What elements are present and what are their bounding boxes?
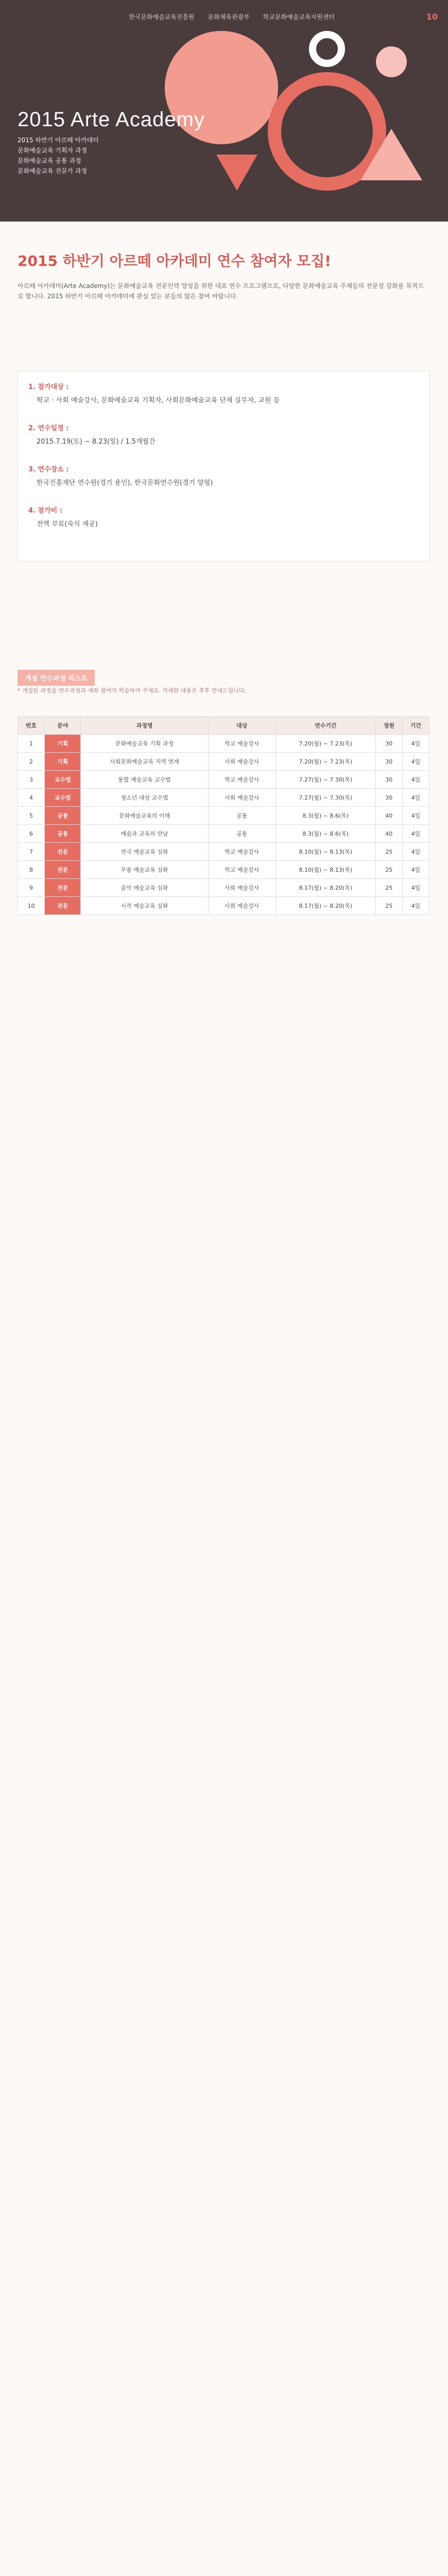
col-header: 번호 bbox=[18, 717, 45, 735]
table-cell: 30 bbox=[375, 789, 402, 807]
hero-subtitle bbox=[18, 135, 203, 176]
table-cell: 사회문화예술교육 지역 연계 bbox=[81, 753, 208, 771]
table-row bbox=[18, 843, 429, 861]
deco-triangle bbox=[360, 129, 422, 180]
logo-kaces: 한국문화예술교육진흥원 bbox=[129, 13, 195, 21]
table-cell: 4일 bbox=[402, 825, 429, 843]
table-cell: 4일 bbox=[402, 753, 429, 771]
table-cell: 사회 예술강사 bbox=[208, 753, 275, 771]
table-cell: 4일 bbox=[402, 861, 429, 879]
table-cell: 3 bbox=[18, 771, 45, 789]
table-cell: 8.3(월) ~ 8.6(목) bbox=[275, 825, 375, 843]
table-cell: 전문 bbox=[45, 843, 81, 861]
info-item bbox=[28, 504, 419, 531]
table-cell: 4일 bbox=[402, 807, 429, 825]
table-cell: 공통 bbox=[208, 825, 275, 843]
table-cell: 사회 예술강사 bbox=[208, 789, 275, 807]
table-cell: 연극 예술교육 심화 bbox=[81, 843, 208, 861]
info-value: 2015.7.19(토) ~ 8.23(일) / 1.5개월간 bbox=[37, 438, 156, 446]
subtitle-line: 문화예술교육 공통 과정 bbox=[18, 157, 81, 164]
table-header-row bbox=[18, 717, 429, 735]
table-cell: 문화예술교육의 이해 bbox=[81, 807, 208, 825]
table-cell: 학교 예술강사 bbox=[208, 843, 275, 861]
col-header: 기간 bbox=[402, 717, 429, 735]
table-cell: 학교 예술강사 bbox=[208, 771, 275, 789]
table-cell: 7 bbox=[18, 843, 45, 861]
table-cell: 기획 bbox=[45, 735, 81, 753]
table-cell: 30 bbox=[375, 735, 402, 753]
table-cell: 1 bbox=[18, 735, 45, 753]
table-cell: 8 bbox=[18, 861, 45, 879]
table-cell: 문화예술교육 기획 과정 bbox=[81, 735, 208, 753]
col-header: 과정명 bbox=[81, 717, 208, 735]
deco-circle-small bbox=[376, 46, 407, 77]
table-cell: 9 bbox=[18, 879, 45, 897]
table-cell: 8.10(월) ~ 8.13(목) bbox=[275, 843, 375, 861]
table-cell: 사회 예술강사 bbox=[208, 897, 275, 915]
table-cell: 30 bbox=[375, 753, 402, 771]
table-cell: 공통 bbox=[45, 825, 81, 843]
table-cell: 8.3(월) ~ 8.6(목) bbox=[275, 807, 375, 825]
table-cell: 전문 bbox=[45, 879, 81, 897]
table-row bbox=[18, 825, 429, 843]
table-cell: 25 bbox=[375, 879, 402, 897]
table-row bbox=[18, 771, 429, 789]
table-cell: 4일 bbox=[402, 789, 429, 807]
table-cell: 학교 예술강사 bbox=[208, 861, 275, 879]
table-cell: 40 bbox=[375, 825, 402, 843]
main-headline: 2015 하반기 아르떼 아카데미 연수 참여자 모집! bbox=[18, 252, 332, 269]
table-cell: 8.10(월) ~ 8.13(목) bbox=[275, 861, 375, 879]
table-row bbox=[18, 861, 429, 879]
table-cell: 6 bbox=[18, 825, 45, 843]
table-cell: 전문 bbox=[45, 897, 81, 915]
table-cell: 5 bbox=[18, 807, 45, 825]
table-cell: 4일 bbox=[402, 879, 429, 897]
col-header: 분야 bbox=[45, 717, 81, 735]
table-row bbox=[18, 879, 429, 897]
table-row bbox=[18, 807, 429, 825]
info-label: 1. 참가대상 : bbox=[28, 383, 69, 391]
table-cell: 7.27(월) ~ 7.30(목) bbox=[275, 771, 375, 789]
table-cell: 공통 bbox=[208, 807, 275, 825]
table-cell: 7.27(월) ~ 7.30(목) bbox=[275, 789, 375, 807]
info-item bbox=[28, 381, 419, 408]
table-cell: 통합 예술교육 교수법 bbox=[81, 771, 208, 789]
table-cell: 8.17(월) ~ 8.20(목) bbox=[275, 897, 375, 915]
table-cell: 30 bbox=[375, 771, 402, 789]
info-value: 학교 · 사회 예술강사, 문화예술교육 기획자, 사회문화예술교육 단체 실무자, 교원 등 bbox=[37, 397, 280, 404]
table-cell: 10 bbox=[18, 897, 45, 915]
section-note: * 개설된 과정을 연수과정과 계좌 참여자 학습하여 주세요. 자세한 내용은 추후 안내드립니다. bbox=[18, 687, 247, 694]
info-box bbox=[18, 371, 429, 562]
logo-bar bbox=[129, 6, 438, 27]
table-cell: 7.20(월) ~ 7.23(목) bbox=[275, 753, 375, 771]
table-cell: 전문 bbox=[45, 861, 81, 879]
table-cell: 학교 예술강사 bbox=[208, 735, 275, 753]
logo-center: 학교문화예술교육지원센터 bbox=[263, 13, 335, 21]
table-cell: 교수법 bbox=[45, 789, 81, 807]
table-cell: 4일 bbox=[402, 897, 429, 915]
subtitle-line: 문화예술교육 전문가 과정 bbox=[18, 167, 88, 175]
section-tag-courses: 개설 연수과정 리스트 bbox=[18, 670, 95, 686]
table-cell: 4일 bbox=[402, 771, 429, 789]
table-cell: 25 bbox=[375, 897, 402, 915]
table-cell: 25 bbox=[375, 861, 402, 879]
table-row bbox=[18, 735, 429, 753]
table-cell: 교수법 bbox=[45, 771, 81, 789]
table-cell: 2 bbox=[18, 753, 45, 771]
info-value: 전액 무료(숙식 제공) bbox=[37, 520, 98, 528]
subtitle-line: 문화예술교육 기획자 과정 bbox=[18, 147, 88, 154]
hero-title: 2015 Arte Academy bbox=[18, 108, 205, 131]
info-label: 2. 연수일정 : bbox=[28, 425, 69, 432]
table-cell: 40 bbox=[375, 807, 402, 825]
lead-paragraph: 아르떼 아카데미(Arte Academy)는 문화예술교육 전문인력 양성을 위한 대표 연수 프로그램으로, 다양한 문화예술교육 주체들의 전문성 강화를 목적으로 합니다. 2015 하반기 아르떼 아카데미에 관심 있는 분들의 많은 참여 바랍니다. bbox=[18, 282, 424, 300]
table-cell: 무용 예술교육 심화 bbox=[81, 861, 208, 879]
col-header: 대상 bbox=[208, 717, 275, 735]
logo-mcst: 문화체육관광부 bbox=[208, 13, 250, 21]
info-item bbox=[28, 463, 419, 490]
col-header: 연수기간 bbox=[275, 717, 375, 735]
table-cell: 예술과 교육의 만남 bbox=[81, 825, 208, 843]
table-body bbox=[18, 735, 429, 915]
table-row bbox=[18, 789, 429, 807]
table-cell: 4일 bbox=[402, 843, 429, 861]
table-cell: 4 bbox=[18, 789, 45, 807]
table-cell: 4일 bbox=[402, 735, 429, 753]
table-cell: 기획 bbox=[45, 753, 81, 771]
table-cell: 음악 예술교육 심화 bbox=[81, 879, 208, 897]
info-label: 3. 연수장소 : bbox=[28, 466, 69, 473]
table-cell: 공통 bbox=[45, 807, 81, 825]
table-cell: 청소년 대상 교수법 bbox=[81, 789, 208, 807]
table-cell: 8.17(월) ~ 8.20(목) bbox=[275, 879, 375, 897]
table-cell: 25 bbox=[375, 843, 402, 861]
info-label: 4. 참가비 : bbox=[28, 507, 62, 515]
table-cell: 7.20(월) ~ 7.23(목) bbox=[275, 735, 375, 753]
subtitle-line: 2015 하반기 아르떼 아카데미 bbox=[18, 137, 99, 144]
table-row bbox=[18, 753, 429, 771]
info-value: 한국진흥재단 연수원(경기 용인), 한국문화연수원(경기 양평) bbox=[37, 479, 213, 487]
table-row bbox=[18, 897, 429, 915]
deco-triangle-2 bbox=[216, 155, 257, 191]
col-header: 정원 bbox=[375, 717, 402, 735]
info-item bbox=[28, 422, 419, 449]
deco-dot-ring bbox=[309, 31, 345, 67]
badge-10: 10 bbox=[426, 11, 438, 22]
table-cell: 시각 예술교육 심화 bbox=[81, 897, 208, 915]
table-cell: 사회 예술강사 bbox=[208, 879, 275, 897]
hero-banner bbox=[0, 0, 448, 222]
course-table bbox=[18, 716, 429, 915]
